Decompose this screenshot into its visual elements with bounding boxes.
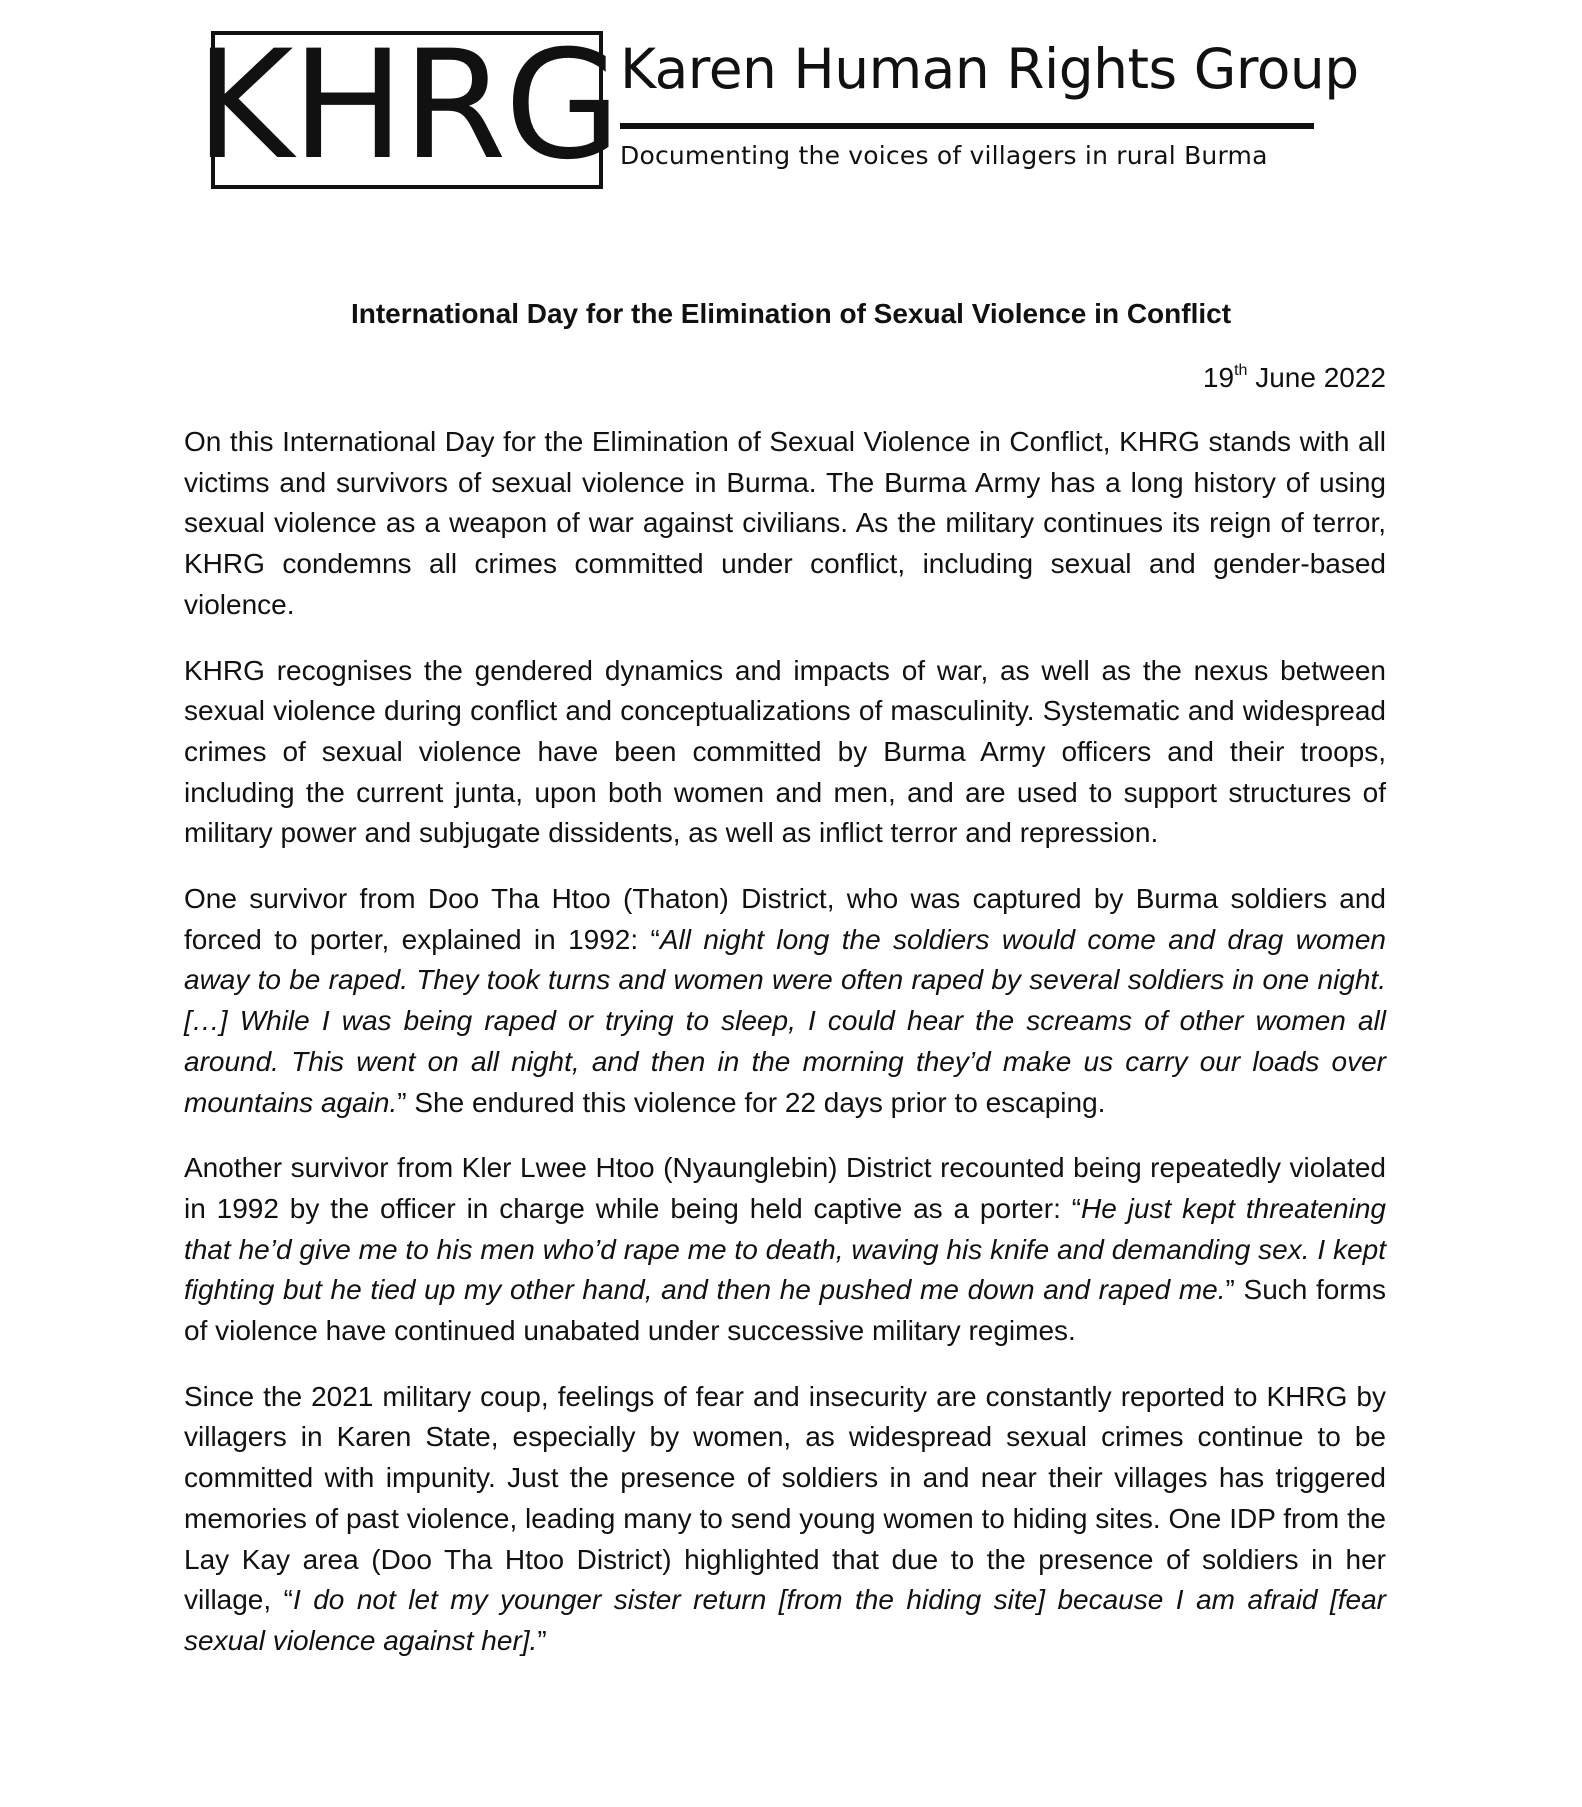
paragraph-5-text-before: Since the 2021 military coup, feelings of fear and insecurity are constantly reported to KHRG by villagers in Karen State, especially by women, as widespread sexual crimes continue to be committed with impunity. Just the presence of soldiers in and near their villages has triggered memories of past violence, leading many to send young women to hiding sites. One IDP from the Lay Kay area (Doo Tha Htoo District) highlighted that due to the presence of soldiers in her village, “ <box>184 1380 1386 1616</box>
paragraph-5-text-after: ” <box>537 1624 547 1656</box>
page-title: International Day for the Elimination of Sexual Violence in Conflict <box>350 298 1232 329</box>
paragraph-3-quote: All night long the soldiers would come and drag women away to be raped. They took turns and women were often raped by several soldiers in one night. […] While I was being raped or trying to sleep, I could hear the screams of other women all around. This went on all night, and then in the morning they’d make us carry our loads over mountains again. <box>184 923 1386 1118</box>
paragraph-3-text-before: One survivor from Doo Tha Htoo (Thaton) District, who was captured by Burma soldiers and forced to porter, explained in 1992: “ <box>184 883 1386 955</box>
organization-tagline: Documenting the voices of villagers in rural Burma <box>620 141 1268 170</box>
document-date <box>1080 360 1386 396</box>
paragraph-4 <box>184 1148 1386 1352</box>
paragraph-3 <box>184 879 1386 1123</box>
paragraph-4-text-before: Another survivor from Kler Lwee Htoo (Nyaunglebin) District recounted being repeatedly violated in 1992 by the officer in charge while being held captive as a porter: “ <box>184 1152 1386 1224</box>
logo-wordmark: KHRG <box>195 19 619 193</box>
header-divider <box>620 123 1314 129</box>
document-body <box>184 422 1386 1687</box>
paragraph-2: KHRG recognises the gendered dynamics and impacts of war, as well as the nexus between sexual violence during conflict and conceptualizations of masculinity. Systematic and widespread crimes of sexual violence have been committed by Burma Army officers and their troops, including the current junta, upon both women and men, and are used to support structures of military power and subjugate dissidents, as well as inflict terror and repression. <box>184 654 1386 849</box>
organization-name: Karen Human Rights Group <box>620 37 1359 101</box>
paragraph-5-quote: I do not let my younger sister return [from the hiding site] because I am afraid [fear sexual violence against her]. <box>184 1584 1386 1656</box>
paragraph-3-text-after: ” She endured this violence for 22 days prior to escaping. <box>397 1086 1106 1118</box>
date-day: 19 <box>1202 362 1235 393</box>
paragraph-4-quote: He just kept threatening that he’d give me to his men who’d rape me to death, waving his knife and demanding sex. I kept fighting but he tied up my other hand, and then he pushed me down and raped me. <box>184 1192 1386 1306</box>
paragraph-1: On this International Day for the Elimination of Sexual Violence in Conflict, KHRG stands with all victims and survivors of sexual violence in Burma. The Burma Army has a long history of using sexual violence as a weapon of war against civilians. As the military continues its reign of terror, KHRG condemns all crimes committed under conflict, including sexual and gender-based violence. <box>184 426 1386 620</box>
date-day-suffix: th <box>1234 362 1248 379</box>
logo-box <box>195 19 619 193</box>
paragraph-5 <box>184 1377 1386 1662</box>
date-month-year: June 2022 <box>1255 362 1386 393</box>
paragraph-4-text-after: ” Such forms of violence have continued unabated under successive military regimes. <box>184 1274 1387 1347</box>
